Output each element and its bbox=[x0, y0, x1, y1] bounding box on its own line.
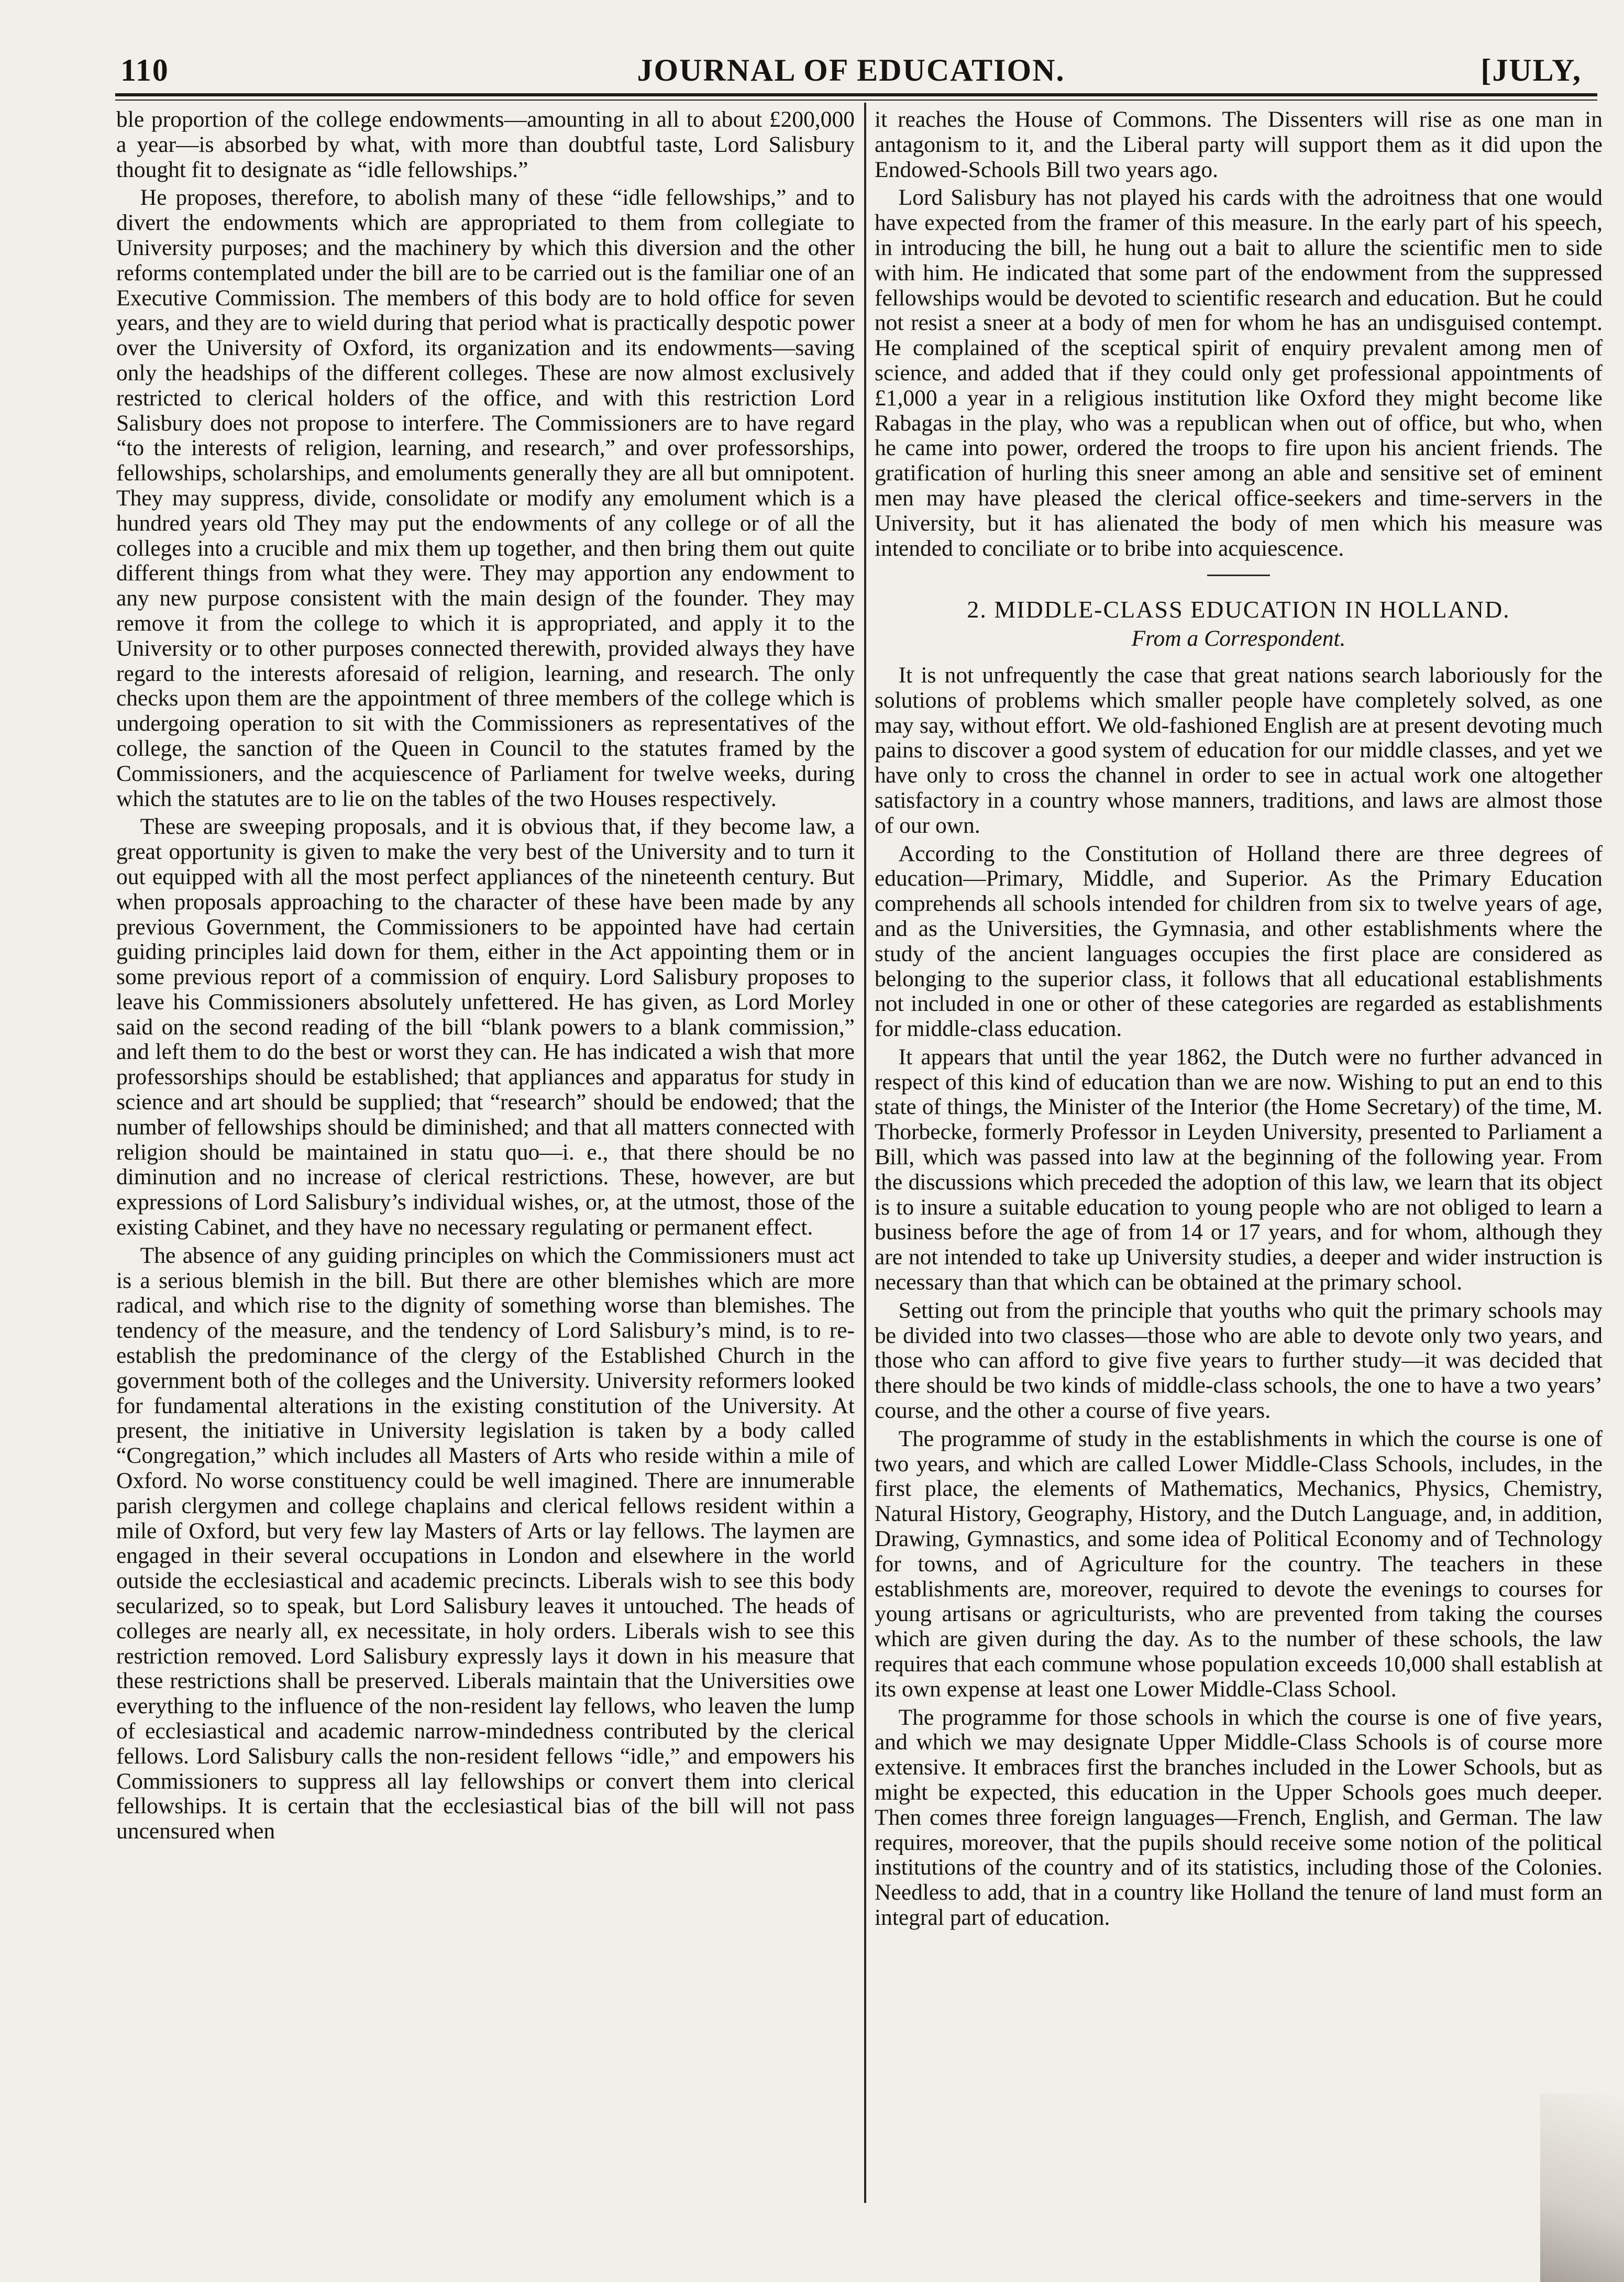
paragraph: The programme for those schools in which the course is one of five years, and which we may designate Upper Middle-Class Schools is of course more extensive. It embraces first the branches included in the Lower Schools, but as might be expected, this education in the Upper Schools goes much deeper. Then comes three foreign languages—French, English, and German. The law requires, moreover, that the pupils should receive some notion of the political institutions of the country and of its statistics, including those of the Colonies. Needless to add, that in a country like Holland the tenure of land must form an integral part of education. bbox=[875, 1704, 1603, 1930]
paragraph: The absence of any guiding principles on which the Commissioners must act is a serious blemish in the bill. But there are other blemishes which are more radical, and which rise to the dignity of something worse than blemishes. The tendency of the measure, and the tendency of Lord Salisbury’s mind, is to re-establish the predominance of the clergy of the Established Church in the government both of the colleges and the University. University reformers looked for fundamental alterations in the existing constitution of the University. At present, the initiative in University legislation is taken by a body called “Congregation,” which includes all Masters of Arts who reside within a mile of Oxford. No worse constituency could be well imagined. There are innumerable parish clergymen and college chaplains and clerical fellows resident within a mile of Oxford, but very few lay Masters of Arts or lay fellows. The laymen are engaged in their several occupations in London and elsewhere in the world outside the ecclesiastical and academic precincts. Liberals wish to see this body secularized, so to speak, but Lord Salisbury leaves it untouched. The heads of colleges are nearly all, ex necessitate, in holy orders. Liberals wish to see this restriction removed. Lord Salisbury expressly lays it down in his measure that these restrictions shall be preserved. Liberals maintain that the Universities owe everything to the influence of the non-resident lay fellows, who leaven the lump of ecclesiastical and academic narrow-mindedness contributed by the clerical fellows. Lord Salisbury calls the non-resident fellows “idle,” and empowers his Commissioners to suppress all lay fellowships or convert them into clerical fellowships. It is certain that the ecclesiastical bias of the bill will not pass uncensured when bbox=[116, 1242, 855, 1844]
left-column bbox=[116, 107, 855, 2202]
header-month: [JULY, bbox=[1481, 53, 1582, 87]
paragraph: It appears that until the year 1862, the Dutch were no further advanced in respect of this kind of education than we are now. Wishing to put an end to this state of things, the Minister of the Interior (the Home Secretary) of the time, M. Thorbecke, formerly Professor in Leyden University, presented to Parliament a Bill, which was passed into law at the beginning of the following year. From the discussions which preceded the adoption of this law, we learn that its object is to insure a suitable education to young people who are not obliged to learn a business before the age of from 14 or 17 years, and for whom, although they are not intended to take up University studies, a deeper and wider instruction is necessary than that which can be obtained at the primary school. bbox=[875, 1044, 1603, 1295]
running-header bbox=[120, 48, 1582, 95]
paragraph: It is not unfrequently the case that great nations search laboriously for the solutions of problems which smaller people have completely solved, as one may say, without effort. We old-fashioned English are at present devoting much pains to discover a good system of education for our middle classes, and yet we have only to cross the channel in order to see in actual work one altogether satisfactory in a country whose manners, traditions, and laws are almost those of our own. bbox=[875, 662, 1603, 838]
page-number: 110 bbox=[120, 53, 169, 87]
right-column bbox=[875, 107, 1603, 2192]
page-edge-shadow bbox=[1540, 2093, 1624, 2282]
section-divider bbox=[1207, 575, 1270, 576]
running-title: JOURNAL OF EDUCATION. bbox=[637, 53, 1065, 87]
section-byline: From a Correspondent. bbox=[1131, 626, 1346, 652]
paragraph: The programme of study in the establishments in which the course is one of two years, and which are called Lower Middle-Class Schools, includes, in the first place, the elements of Mathematics, Mechanics, Physics, Chemistry, Natural History, Geography, History, and the Dutch Language, and, in addition, Drawing, Gymnastics, and some idea of Political Economy and of Technology for towns, and of Agriculture for the country. The teachers in these establishments are, moreover, required to devote the evenings to courses for young artisans or agriculturists, who are prevented from taking the courses which are given during the day. As to the number of these schools, the law requires that each commune whose population exceeds 10,000 shall establish at its own expense at least one Lower Middle-Class School. bbox=[875, 1426, 1603, 1702]
paragraph: These are sweeping proposals, and it is obvious that, if they become law, a great opportunity is given to make the very best of the University and to turn it out equipped with all the most perfect appliances of the nineteenth century. But when proposals approaching to the character of these have been made by any previous Government, the Commissioners to be appointed have had certain guiding principles laid down for them, either in the Act appointing them or in some previous report of a commission of enquiry. Lord Salisbury proposes to leave his Commissioners absolutely unfettered. He has given, as Lord Morley said on the second reading of the bill “blank powers to a blank commission,” and left them to do the best or worst they can. He has indicated a wish that more professorships should be established; that appliances and apparatus for study in science and art should be supplied; that “research” should be endowed; that the number of fellowships should be diminished; and that all matters connected with religion should be maintained in statu quo—i. e., that there should be no diminution and no increase of clerical restrictions. These, however, are but expressions of Lord Salisbury’s individual wishes, or, at the utmost, those of the existing Cabinet, and they have no necessary regulating or permanent effect. bbox=[116, 814, 855, 1240]
header-rule bbox=[115, 93, 1597, 96]
header-rule-thin bbox=[115, 100, 1597, 101]
paragraph: He proposes, therefore, to abolish many of these “idle fellowships,” and to divert the endowments which are appropriated to them from collegiate to University purposes; and the machinery by which this diversion and the other reforms contemplated under the bill are to be carried out is the familiar one of an Executive Commission. The members of this body are to hold office for seven years, and they are to wield during that period what is practically despotic power over the University of Oxford, its organization and its endowments—saving only the headships of the different colleges. These are now almost exclusively restricted to clerical holders of the office, and with this restriction Lord Salisbury does not propose to interfere. The Commissioners are to have regard “to the interests of religion, learning, and research,” and over professorships, fellowships, scholarships, and emoluments generally they are all but omnipotent. They may suppress, divide, consolidate or modify any emolument which is a hundred years old They may put the endowments of any college or of all the colleges into a crucible and mix them up together, and then bring them out quite different things from what they were. They may apportion any endowment to any new purpose consistent with the main design of the founder. They may remove it from the college to which it is appropriated, and apply it to the University or to other purposes connected therewith, provided always they have regard to the interests aforesaid of religion, learning, and research. The only checks upon them are the appointment of three members of the college which is undergoing operation to sit with the Commissioners as representatives of the college, the sanction of the Queen in Council to the statutes framed by the Commissioners, and the acquiescence of Parliament for twelve weeks, during which the statutes are to lie on the tables of the two Houses respectively. bbox=[116, 185, 855, 811]
paragraph: Lord Salisbury has not played his cards with the adroitness that one would have expected from the framer of this measure. In the early part of his speech, in introducing the bill, he hung out a bait to allure the scientific men to side with him. He indicated that some part of the endowment from the suppressed fellowships would be devoted to scientific research and education. But he could not resist a sneer at a body of men for whom he has an undisguised contempt. He complained of the sceptical spirit of enquiry prevalent among men of science, and added that if they could only get professional appointments of £1,000 a year in a religious institution like Oxford they might become like Rabagas in the play, who was a republican when out of office, but who, when he came into power, ordered the troops to fire upon his ancient friends. The gratification of hurling this sneer among an able and sensitive set of eminent men may have pleased the clerical office-seekers and time-servers in the University, but it has alienated the body of men which his measure was intended to conciliate or to bribe into acquiescence. bbox=[875, 185, 1603, 561]
column-divider bbox=[864, 103, 866, 2203]
paragraph: it reaches the House of Commons. The Dissenters will rise as one man in antagonism to it, and the Liberal party will support them as it did upon the Endowed-Schools Bill two years ago. bbox=[875, 107, 1603, 182]
section-title: 2. MIDDLE-CLASS EDUCATION IN HOLLAND. bbox=[967, 596, 1510, 623]
paragraph: ble proportion of the college endowments—amounting in all to about £200,000 a year—is absorbed by what, with more than doubtful taste, Lord Salisbury thought fit to designate as “idle fellowships.” bbox=[116, 107, 855, 182]
paragraph: Setting out from the principle that youths who quit the primary schools may be divided into two classes—those who are able to devote only two years, and those who can afford to give five years to further study—it was decided that there should be two kinds of middle-class schools, the one to have a two years’ course, and the other a course of five years. bbox=[875, 1297, 1603, 1424]
paragraph: According to the Constitution of Holland there are three degrees of education—Primary, Middle, and Superior. As the Primary Education comprehends all schools intended for children from six to twelve years of age, and as the Universities, the Gymnasia, and other establishments where the study of the ancient languages occupies the first place are considered as belonging to the superior class, it follows that all educational establishments not included in one or other of these categories are regarded as establishments for middle-class education. bbox=[875, 841, 1603, 1042]
